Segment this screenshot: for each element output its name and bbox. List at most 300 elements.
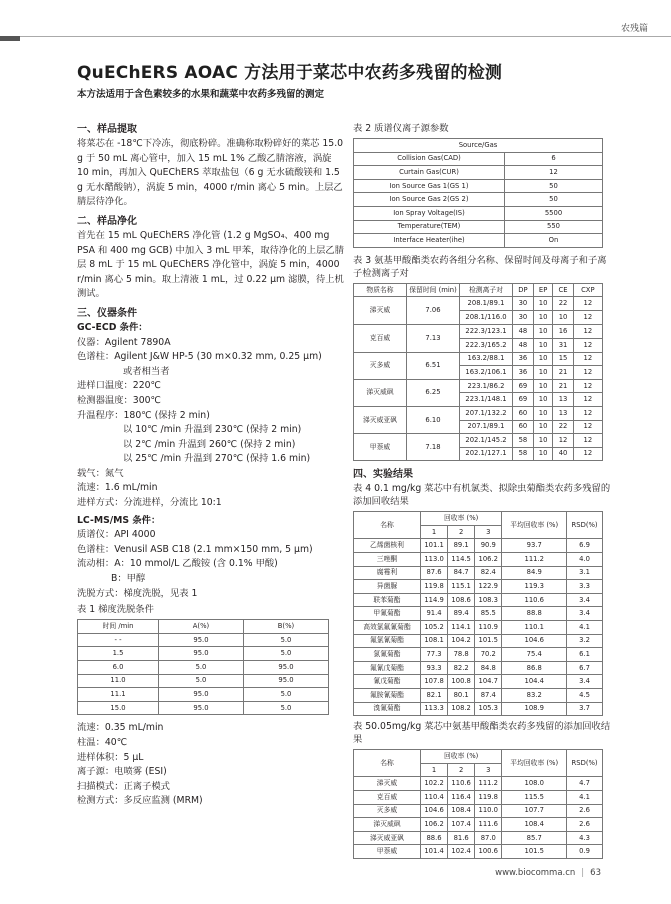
table-cell: 10 xyxy=(533,366,553,380)
table-cell: 36 xyxy=(513,352,534,366)
table-cell: 12 xyxy=(573,297,602,311)
table-cell: 104.4 xyxy=(502,675,567,689)
table-cell: 2.6 xyxy=(567,804,603,818)
table-cell: 122.9 xyxy=(475,580,502,594)
table3-header: 物质名称 xyxy=(354,283,407,297)
table-cell: 48 xyxy=(513,325,534,339)
table-cell: 11.1 xyxy=(78,688,159,702)
table-cell: 16 xyxy=(553,325,573,339)
table3-header: CE xyxy=(553,283,573,297)
table-cell: 102.2 xyxy=(421,777,448,791)
table-cell: 15.0 xyxy=(78,701,159,715)
header-marker xyxy=(0,36,20,41)
table3-header: 保留时间 (min) xyxy=(407,283,460,297)
table-row xyxy=(354,661,603,675)
table-cell: 3.4 xyxy=(567,593,603,607)
table-cell: 灭多威 xyxy=(354,352,407,379)
table-cell: 50 xyxy=(505,179,603,193)
left-column xyxy=(77,122,345,809)
table-row xyxy=(354,702,603,716)
table-cell: 105.3 xyxy=(475,702,502,716)
table-cell: 7.13 xyxy=(407,325,460,352)
table-row xyxy=(354,831,603,845)
table-cell: 高效氯氟氰菊酯 xyxy=(354,621,421,635)
table5-header: 平均回收率 (%) xyxy=(502,750,567,777)
right-column xyxy=(353,122,611,859)
table-row xyxy=(354,152,603,166)
table-cell: 208.1/116.0 xyxy=(460,311,513,325)
sec1-body: 将菜芯在 -18℃下冷冻，彻底粉碎。准确称取粉碎好的菜芯 15.0 g 于 50 mL 离心管中，加入 15 mL 1% 乙酸乙腈溶液，涡旋 10 min，再加入 QuEChERS 萃取盐包（6 g 无水硫酸镁和 1.5 g 无水醋酸钠），涡旋 5 min，4000 r/min 离心 5 min。上层乙腈层待净化。 xyxy=(77,138,344,208)
table-cell: 60 xyxy=(513,406,534,420)
table-cell: 10 xyxy=(533,447,553,461)
table-cell: 涕灭威 xyxy=(354,777,421,791)
table-cell: 84.9 xyxy=(502,566,567,580)
table-cell: 6.51 xyxy=(407,352,460,379)
lc-elution: 洗脱方式：梯度洗脱，见表 1 xyxy=(77,587,198,599)
lc-injection-volume: 进样体积：5 μL xyxy=(77,751,144,763)
table-cell: 93.7 xyxy=(502,539,567,553)
table3-header: CXP xyxy=(573,283,602,297)
table-cell: 4.3 xyxy=(567,831,603,845)
section-tag: 农残篇 xyxy=(620,24,648,34)
lc-column: 色谱柱：Venusil ASB C18 (2.1 mm×150 mm, 5 μm) xyxy=(77,543,313,555)
table-cell: 110.9 xyxy=(475,621,502,635)
table-cell: 111.2 xyxy=(502,553,567,567)
table-cell: 涕灭威 xyxy=(354,297,407,325)
table-row xyxy=(354,593,603,607)
table-cell: 77.3 xyxy=(421,648,448,662)
table-cell: 6.25 xyxy=(407,379,460,406)
table-row xyxy=(354,553,603,567)
table4-subheader: 3 xyxy=(475,525,502,539)
gc-instrument: 仪器：Agilent 7890A xyxy=(77,336,171,348)
table-row xyxy=(78,647,329,661)
lc-detection: 检测方式：多反应监测 (MRM) xyxy=(77,795,203,807)
table-cell: 灭多威 xyxy=(354,804,421,818)
table-cell: 108.4 xyxy=(502,818,567,832)
table-cell: 75.4 xyxy=(502,648,567,662)
table-cell: 202.1/127.1 xyxy=(460,447,513,461)
table-cell: 89.4 xyxy=(448,607,475,621)
table4-subheader: 1 xyxy=(421,525,448,539)
table-cell: 12 xyxy=(505,166,603,180)
footer-url[interactable]: www.biocomma.cn xyxy=(495,868,576,878)
table4-header: 名称 xyxy=(354,512,421,539)
table-cell: Collision Gas(CAD) xyxy=(354,152,505,166)
table-row xyxy=(354,179,603,193)
table-cell: 12 xyxy=(573,325,602,339)
page-title: QuEChERS AOAC 方法用于菜芯中农药多残留的检测 xyxy=(77,63,503,83)
table-cell: 4.0 xyxy=(567,553,603,567)
table-cell: Ion Source Gas 1(GS 1) xyxy=(354,179,505,193)
table-cell: 113.0 xyxy=(421,553,448,567)
table-cell: 12 xyxy=(573,366,602,380)
table-row xyxy=(354,297,603,311)
table-row xyxy=(354,406,603,420)
table-cell: 222.3/123.1 xyxy=(460,325,513,339)
table-cell: 111.6 xyxy=(475,818,502,832)
table-row xyxy=(354,845,603,859)
table-cell: 106.2 xyxy=(475,553,502,567)
table-cell: 93.3 xyxy=(421,661,448,675)
table-cell: 6.7 xyxy=(567,661,603,675)
table-cell: 氟氯氰菊酯 xyxy=(354,634,421,648)
gc-title: GC-ECD 条件： xyxy=(77,321,148,333)
table-cell: 70.2 xyxy=(475,648,502,662)
table-cell: 甲氰菊酯 xyxy=(354,607,421,621)
table-row xyxy=(354,166,603,180)
table-cell: 氰戊菊酯 xyxy=(354,675,421,689)
table-cell: 119.8 xyxy=(475,790,502,804)
table-row xyxy=(354,675,603,689)
table-cell: 氯氰菊酯 xyxy=(354,648,421,662)
table5-header: 回收率 (%) xyxy=(421,750,502,764)
table-cell: 30 xyxy=(513,297,534,311)
table-cell: 110.1 xyxy=(502,621,567,635)
table-cell: 207.1/89.1 xyxy=(460,420,513,434)
table-cell: 84.7 xyxy=(448,566,475,580)
table4-header: RSD(%) xyxy=(567,512,603,539)
table-cell: 48 xyxy=(513,338,534,352)
table-cell: 7.06 xyxy=(407,297,460,325)
table-row xyxy=(78,701,329,715)
table-row xyxy=(354,634,603,648)
table-cell: 105.2 xyxy=(421,621,448,635)
gc-flow: 流速：1.6 mL/min xyxy=(77,482,158,494)
table-cell: 114.5 xyxy=(448,553,475,567)
table-cell: 69 xyxy=(513,379,534,393)
table-cell: 甲萘威 xyxy=(354,845,421,859)
table-row xyxy=(354,818,603,832)
table-cell: 甲萘威 xyxy=(354,434,407,461)
table-cell: 69 xyxy=(513,393,534,407)
table-cell: 涕灭威亚砜 xyxy=(354,406,407,433)
table-cell: 100.8 xyxy=(448,675,475,689)
table-cell: 110.0 xyxy=(475,804,502,818)
table-cell: 36 xyxy=(513,366,534,380)
table-cell: 86.8 xyxy=(502,661,567,675)
table-cell: 10 xyxy=(533,434,553,448)
table-row xyxy=(354,648,603,662)
lc-title: LC-MS/MS 条件： xyxy=(77,514,161,526)
table-cell: 81.6 xyxy=(448,831,475,845)
table-cell: 108.9 xyxy=(502,702,567,716)
table-cell: 10 xyxy=(533,420,553,434)
table-cell: 108.0 xyxy=(502,777,567,791)
table-cell: 1.5 xyxy=(78,647,159,661)
table-cell: 78.8 xyxy=(448,648,475,662)
table-cell: 腐霉利 xyxy=(354,566,421,580)
table-cell: 4.5 xyxy=(567,689,603,703)
table-cell: 12 xyxy=(553,434,573,448)
table-cell: 107.7 xyxy=(502,804,567,818)
lc-ion-source: 离子源：电喷雾 (ESI) xyxy=(77,766,167,778)
table-row xyxy=(354,234,603,248)
table-cell: 104.2 xyxy=(448,634,475,648)
table-cell: 15 xyxy=(553,352,573,366)
table-cell: 110.4 xyxy=(421,790,448,804)
table-row xyxy=(354,206,603,220)
table-cell: 101.5 xyxy=(475,634,502,648)
table-cell: 10 xyxy=(533,338,553,352)
table1-header: B(%) xyxy=(243,620,328,634)
table-cell: 110.6 xyxy=(448,777,475,791)
table-cell: 3.3 xyxy=(567,580,603,594)
table-cell: 12 xyxy=(573,420,602,434)
gc-inlet-temp: 进样口温度：220℃ xyxy=(77,380,161,392)
table-cell: 乙烯菌核利 xyxy=(354,539,421,553)
table3-caption: 表 3 氨基甲酸酯类农药各组分名称、保留时间及母离子和子离子检测离子对 xyxy=(353,254,607,279)
table-cell: 10 xyxy=(553,311,573,325)
table-cell: 101.1 xyxy=(421,539,448,553)
table5-header: 名称 xyxy=(354,750,421,777)
table-cell: 95.0 xyxy=(159,688,244,702)
table-cell: 85.5 xyxy=(475,607,502,621)
table-cell: 108.4 xyxy=(448,804,475,818)
table-cell: 13 xyxy=(553,406,573,420)
header-rule xyxy=(0,36,671,37)
footer: www.biocomma.cn | 63 xyxy=(495,868,601,878)
table-cell: 113.3 xyxy=(421,702,448,716)
table-cell: Interface Heater(ihe) xyxy=(354,234,505,248)
table-cell: 95.0 xyxy=(159,701,244,715)
lc-column-temp: 柱温：40℃ xyxy=(77,736,128,748)
lc-flow: 流速：0.35 mL/min xyxy=(77,722,164,734)
page-number: 63 xyxy=(590,868,601,878)
table-row xyxy=(354,580,603,594)
sec4-heading: 四、实验结果 xyxy=(353,469,413,481)
table-cell: 223.1/148.1 xyxy=(460,393,513,407)
sec2-heading: 二、样品净化 xyxy=(77,215,137,227)
table-cell: 涕灭威砜 xyxy=(354,379,407,406)
table-cell: 223.1/86.2 xyxy=(460,379,513,393)
table-cell: 88.8 xyxy=(502,607,567,621)
table-row xyxy=(78,633,329,647)
table-cell: 5500 xyxy=(505,206,603,220)
table-cell: 104.6 xyxy=(502,634,567,648)
table5-subheader: 2 xyxy=(448,763,475,777)
table-cell: 87.0 xyxy=(475,831,502,845)
lc-scan-mode: 扫描模式：正离子模式 xyxy=(77,780,170,792)
table-row xyxy=(354,352,603,366)
table-cell: 114.1 xyxy=(448,621,475,635)
table-cell: 84.8 xyxy=(475,661,502,675)
table-cell: 4.1 xyxy=(567,790,603,804)
table-cell: 222.3/165.2 xyxy=(460,338,513,352)
gc-program: 升温程序：180℃ (保持 2 min) xyxy=(77,409,210,421)
gc-ramp-3: 以 25℃ /min 升温到 270℃ (保持 1.6 min) xyxy=(123,453,311,465)
table5-header: RSD(%) xyxy=(567,750,603,777)
table-cell: 5.0 xyxy=(243,647,328,661)
table-cell: 119.3 xyxy=(502,580,567,594)
table-cell: 115.5 xyxy=(502,790,567,804)
table-cell: 克百威 xyxy=(354,790,421,804)
table-cell: 联苯菊酯 xyxy=(354,593,421,607)
table-cell: 异菌脲 xyxy=(354,580,421,594)
gc-column: 色谱柱：Agilent J&W HP-5 (30 m×0.32 mm, 0.25 μm) xyxy=(77,351,322,363)
table-cell: 12 xyxy=(573,311,602,325)
table-cell: 涕灭威亚砜 xyxy=(354,831,421,845)
table-cell: 116.4 xyxy=(448,790,475,804)
table-cell: 108.1 xyxy=(421,634,448,648)
table5-subheader: 1 xyxy=(421,763,448,777)
table5-subheader: 3 xyxy=(475,763,502,777)
table-cell: 21 xyxy=(553,379,573,393)
table4-subheader: 2 xyxy=(448,525,475,539)
table-cell: 101.5 xyxy=(502,845,567,859)
table-row xyxy=(78,661,329,675)
table-cell: 110.6 xyxy=(502,593,567,607)
table-cell: 12 xyxy=(573,406,602,420)
table-cell: 108.2 xyxy=(448,702,475,716)
table-row xyxy=(354,539,603,553)
table-cell: 108.3 xyxy=(475,593,502,607)
table-cell: 87.4 xyxy=(475,689,502,703)
table-cell: 10 xyxy=(533,352,553,366)
table-cell: 208.1/89.1 xyxy=(460,297,513,311)
table-cell: 12 xyxy=(573,379,602,393)
table3-header: DP xyxy=(513,283,534,297)
table-cell: 11.0 xyxy=(78,674,159,688)
table-cell: 3.4 xyxy=(567,607,603,621)
table-row xyxy=(354,193,603,207)
table4 xyxy=(353,511,603,716)
table-cell: 82.1 xyxy=(421,689,448,703)
table5 xyxy=(353,749,603,859)
table-cell: 163.2/106.1 xyxy=(460,366,513,380)
table-cell: 58 xyxy=(513,447,534,461)
table-cell: 95.0 xyxy=(243,661,328,675)
table4-header: 平均回收率 (%) xyxy=(502,512,567,539)
table5-caption: 表 50.05mg/kg 菜芯中氨基甲酸酯类农药多残留的添加回收结果 xyxy=(353,721,611,746)
table-cell: 7.18 xyxy=(407,434,460,461)
page-subtitle: 本方法适用于含色素较多的水果和蔬菜中农药多残留的测定 xyxy=(77,89,325,100)
table-cell: 氟氰戊菊酯 xyxy=(354,661,421,675)
gc-ramp-1: 以 10℃ /min 升温到 230℃ (保持 2 min) xyxy=(123,424,302,436)
table-cell: 107.4 xyxy=(448,818,475,832)
table-cell: 5.0 xyxy=(243,701,328,715)
table-cell: 85.7 xyxy=(502,831,567,845)
table1-header: 时间 /min xyxy=(78,620,159,634)
table-cell: 202.1/145.2 xyxy=(460,434,513,448)
lc-ms: 质谱仪：API 4000 xyxy=(77,529,156,541)
table-cell: 3.7 xyxy=(567,702,603,716)
table-cell: 涕灭威砜 xyxy=(354,818,421,832)
table-row xyxy=(354,607,603,621)
table-cell: 108.6 xyxy=(448,593,475,607)
lc-mobile-a: 流动相：A：10 mmol/L 乙酸铵 (含 0.1% 甲酸) xyxy=(77,558,278,570)
table-cell: 95.0 xyxy=(159,633,244,647)
table-row xyxy=(354,689,603,703)
table-cell: 50 xyxy=(505,193,603,207)
table-cell: 22 xyxy=(553,420,573,434)
table-cell: 12 xyxy=(573,434,602,448)
table-row xyxy=(354,790,603,804)
table-cell: 87.6 xyxy=(421,566,448,580)
table-cell: 82.4 xyxy=(475,566,502,580)
sec3-heading: 三、仪器条件 xyxy=(77,307,137,319)
table-cell: 21 xyxy=(553,366,573,380)
table-row xyxy=(354,220,603,234)
table-cell: 溴氰菊酯 xyxy=(354,702,421,716)
table1 xyxy=(77,619,329,715)
table-cell: 10 xyxy=(533,311,553,325)
table-row xyxy=(354,621,603,635)
table-cell: 30 xyxy=(513,311,534,325)
table-cell: 207.1/132.2 xyxy=(460,406,513,420)
table-cell: Ion Spray Voltage(IS) xyxy=(354,206,505,220)
table2-header: Source/Gas xyxy=(354,139,603,153)
gc-ramp-2: 以 2℃ /min 升温到 260℃ (保持 2 min) xyxy=(123,438,296,450)
table-cell: 4.1 xyxy=(567,621,603,635)
table-cell: On xyxy=(505,234,603,248)
table1-header: A(%) xyxy=(159,620,244,634)
table-row xyxy=(354,777,603,791)
sec1-heading: 一、样品提取 xyxy=(77,124,137,135)
table-cell: 12 xyxy=(573,393,602,407)
table-row xyxy=(78,674,329,688)
table-cell: 111.2 xyxy=(475,777,502,791)
table-cell: 119.8 xyxy=(421,580,448,594)
table2-caption: 表 2 质谱仪离子源参数 xyxy=(353,123,449,134)
table-cell: 88.6 xyxy=(421,831,448,845)
table-cell: 58 xyxy=(513,434,534,448)
table-cell: 0.9 xyxy=(567,845,603,859)
table-cell: 107.8 xyxy=(421,675,448,689)
table-cell: 2.6 xyxy=(567,818,603,832)
table-cell: 114.9 xyxy=(421,593,448,607)
table-cell: 10 xyxy=(533,406,553,420)
table-cell: Curtain Gas(CUR) xyxy=(354,166,505,180)
table-cell: 12 xyxy=(573,447,602,461)
table-cell: 90.9 xyxy=(475,539,502,553)
table-row xyxy=(354,379,603,393)
table-cell: 82.2 xyxy=(448,661,475,675)
table-cell: 31 xyxy=(553,338,573,352)
table-row xyxy=(78,688,329,702)
table-cell: 6.9 xyxy=(567,539,603,553)
table-cell: Temperature(TEM) xyxy=(354,220,505,234)
table-cell: 102.4 xyxy=(448,845,475,859)
table-row xyxy=(354,325,603,339)
table-cell: 10 xyxy=(533,325,553,339)
table-cell: 3.4 xyxy=(567,675,603,689)
table-cell: 89.1 xyxy=(448,539,475,553)
table-cell: 克百威 xyxy=(354,325,407,352)
table-cell: 10 xyxy=(533,379,553,393)
table-cell: 三唑酮 xyxy=(354,553,421,567)
table-cell: 10 xyxy=(533,393,553,407)
gc-column-alt: 或者相当者 xyxy=(123,365,170,377)
table3-header: EP xyxy=(533,283,553,297)
table-cell: 40 xyxy=(553,447,573,461)
table-cell: 60 xyxy=(513,420,534,434)
table-row xyxy=(354,434,603,448)
table-cell: 10 xyxy=(533,297,553,311)
table-cell: 6 xyxy=(505,152,603,166)
sec2-body: 首先在 15 mL QuEChERS 净化管 (1.2 g MgSO₄、400 mg PSA 和 400 mg GCB) 中加入 3 mL 甲苯，取待净化的上层乙腈层 8 mL 于 15 mL QuEChERS 净化管中，涡旋 5 min，4000 r/min 离心 5 min。取上清液 1 mL，过 0.22 μm 滤膜，待上机测试。 xyxy=(77,229,344,300)
table-cell: 12 xyxy=(573,352,602,366)
table-cell: 115.1 xyxy=(448,580,475,594)
table2 xyxy=(353,138,603,248)
table-cell: 5.0 xyxy=(243,633,328,647)
table-cell: - - xyxy=(78,633,159,647)
gc-detector-temp: 检测器温度：300℃ xyxy=(77,394,161,406)
table1-caption: 表 1 梯度洗脱条件 xyxy=(77,604,154,616)
table3 xyxy=(353,283,603,462)
table-cell: 5.0 xyxy=(243,688,328,702)
table-cell: 80.1 xyxy=(448,689,475,703)
